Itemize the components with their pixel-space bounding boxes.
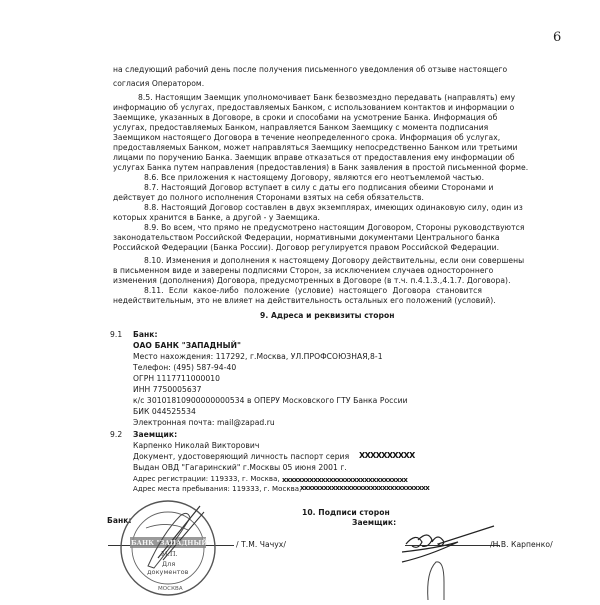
- page-number: 6: [553, 30, 562, 45]
- clause-8-9: 8.9. Во всем, что прямо не предусмотрено настоящим Договором, Стороны руководствуются: [144, 223, 525, 232]
- borrower-document: Документ, удостоверяющий личность паспорт серия: [133, 452, 350, 461]
- text-line: предоставляемых Банком, может направляться Заемщику непосредственно Банком или третьими: [113, 143, 518, 152]
- stamp-for-docs-2: документов: [147, 568, 189, 576]
- clause-8-7: 8.7. Настоящий Договор вступает в силу с даты его подписания обеими Сторонами и: [144, 183, 494, 192]
- bank-sign-label: Банк:: [107, 516, 132, 525]
- text-line: действует до полного исполнения Сторонами взятых на себя обязательств.: [113, 193, 424, 202]
- text-line: в письменном виде и заверены подписями Сторон, за исключением случаев одностороннего: [113, 266, 494, 275]
- bank-ogrn: ОГРН 1117711000010: [133, 374, 221, 383]
- text-line: Заемщиком настоящего Договора в течение неопределенного срока. Информация об услугах,: [113, 133, 501, 142]
- redacted-reg-address: xxxxxxxxxxxxxxxxxxxxxxxxxxxxxxxx: [282, 476, 408, 484]
- redacted-passport: XXXXXXXXXX: [359, 451, 415, 460]
- borrower-issued: Выдан ОВД "Гагаринский" г.Москвы 05 июня 2001 г.: [133, 463, 347, 472]
- borrower-stay-address: Адрес места пребывания: 119333, г. Москва,: [133, 485, 302, 493]
- bank-stamp-icon: [118, 498, 218, 598]
- bank-account: к/с 30101810900000000534 в ОПЕРУ Московского ГТУ Банка России: [133, 396, 408, 405]
- clause-8-6: 8.6. Все приложения к настоящему Договору, являются его неотъемлемой частью.: [144, 173, 485, 182]
- bank-email: Электронная почта: mail@zapad.ru: [133, 418, 275, 427]
- borrower-number: 9.2: [110, 430, 123, 439]
- text-line: лицами по поручению Банка. Заемщик вправе отказаться от предоставления ему информации об: [113, 153, 515, 162]
- clause-8-10: 8.10. Изменения и дополнения к настоящему Договору действительны, если они совершены: [144, 256, 525, 265]
- borrower-name: Карпенко Николай Викторович: [133, 441, 260, 450]
- text-line: на следующий рабочий день после получения письменного уведомления об отзыве настоящего: [113, 65, 508, 74]
- section-10-title: 10. Подписи сторон: [302, 508, 390, 517]
- clause-8-11: 8.11. Если какое-либо положение (условие) настоящего Договора становится: [144, 286, 482, 295]
- bank-phone: Телефон: (495) 587-94-40: [133, 363, 237, 372]
- clause-8-8: 8.8. Настоящий Договор составлен в двух экземплярах, имеющих одинаковую силу, один из: [144, 203, 523, 212]
- borrower-signer: /Н.В. Карпенко/: [490, 540, 553, 549]
- bank-number: 9.1: [110, 330, 123, 339]
- bank-inn: ИНН 7750005637: [133, 385, 202, 394]
- bank-bik: БИК 044525534: [133, 407, 196, 416]
- borrower-signature-icon: [398, 522, 498, 602]
- bank-name: ОАО БАНК "ЗАПАДНЫЙ": [133, 341, 242, 350]
- text-line: услугах Банка путем направления (предоставления) в Банк заявления в простой письменной форме.: [113, 163, 529, 172]
- text-line: которых хранится в Банке, а другой - у Заемщика.: [113, 213, 321, 222]
- text-line: недействительным, это не влияет на действительность остальных его положений (условий).: [113, 296, 496, 305]
- bank-signer: / Т.М. Чачух/: [236, 540, 286, 549]
- bank-label: Банк:: [133, 330, 158, 339]
- redacted-stay-address: xxxxxxxxxxxxxxxxxxxxxxxxxxxxxxxxx: [300, 484, 430, 492]
- stamp-for-docs-1: Для: [162, 560, 176, 568]
- stamp-center-text: БАНК "ЗАПАДНЫЙ": [131, 539, 211, 547]
- text-line: услугах, предоставляемых Банком, направляется Банком Заемщику с момента подписания: [113, 123, 489, 132]
- text-line: Российской Федерации (Банка России). Договор регулируется правом Российской Федерации.: [113, 243, 500, 252]
- clause-8-5: 8.5. Настоящим Заемщик уполномочивает Банк безвозмездно передавать (направлять) ему: [138, 93, 516, 102]
- text-line: Заемщике, указанных в Договоре, в сроки и способами на усмотрение Банка. Информация об: [113, 113, 498, 122]
- borrower-label: Заемщик:: [133, 430, 178, 439]
- text-line: согласия Оператором.: [113, 79, 205, 88]
- text-line: изменения (дополнения) Договора, предусмотренных в Договоре (в т.ч. п.4.1.3.,4.1.7. Договора).: [113, 276, 511, 285]
- text-line: информацию об услугах, предоставляемых Банком, с использованием контактов и информации о: [113, 103, 515, 112]
- stamp-mp: М.П.: [161, 550, 178, 558]
- section-9-title: 9. Адреса и реквизиты сторон: [260, 311, 395, 320]
- borrower-reg-address: Адрес регистрации: 119333, г. Москва,: [133, 475, 280, 483]
- borrower-sign-label: Заемщик:: [352, 518, 397, 527]
- text-line: законодательством Российской Федерации, нормативными документами Центрального банка: [113, 233, 500, 242]
- bank-address: Место нахождения: 117292, г.Москва, УЛ.ПРОФСОЮЗНАЯ,8-1: [133, 352, 383, 361]
- stamp-city: МОСКВА: [158, 586, 183, 592]
